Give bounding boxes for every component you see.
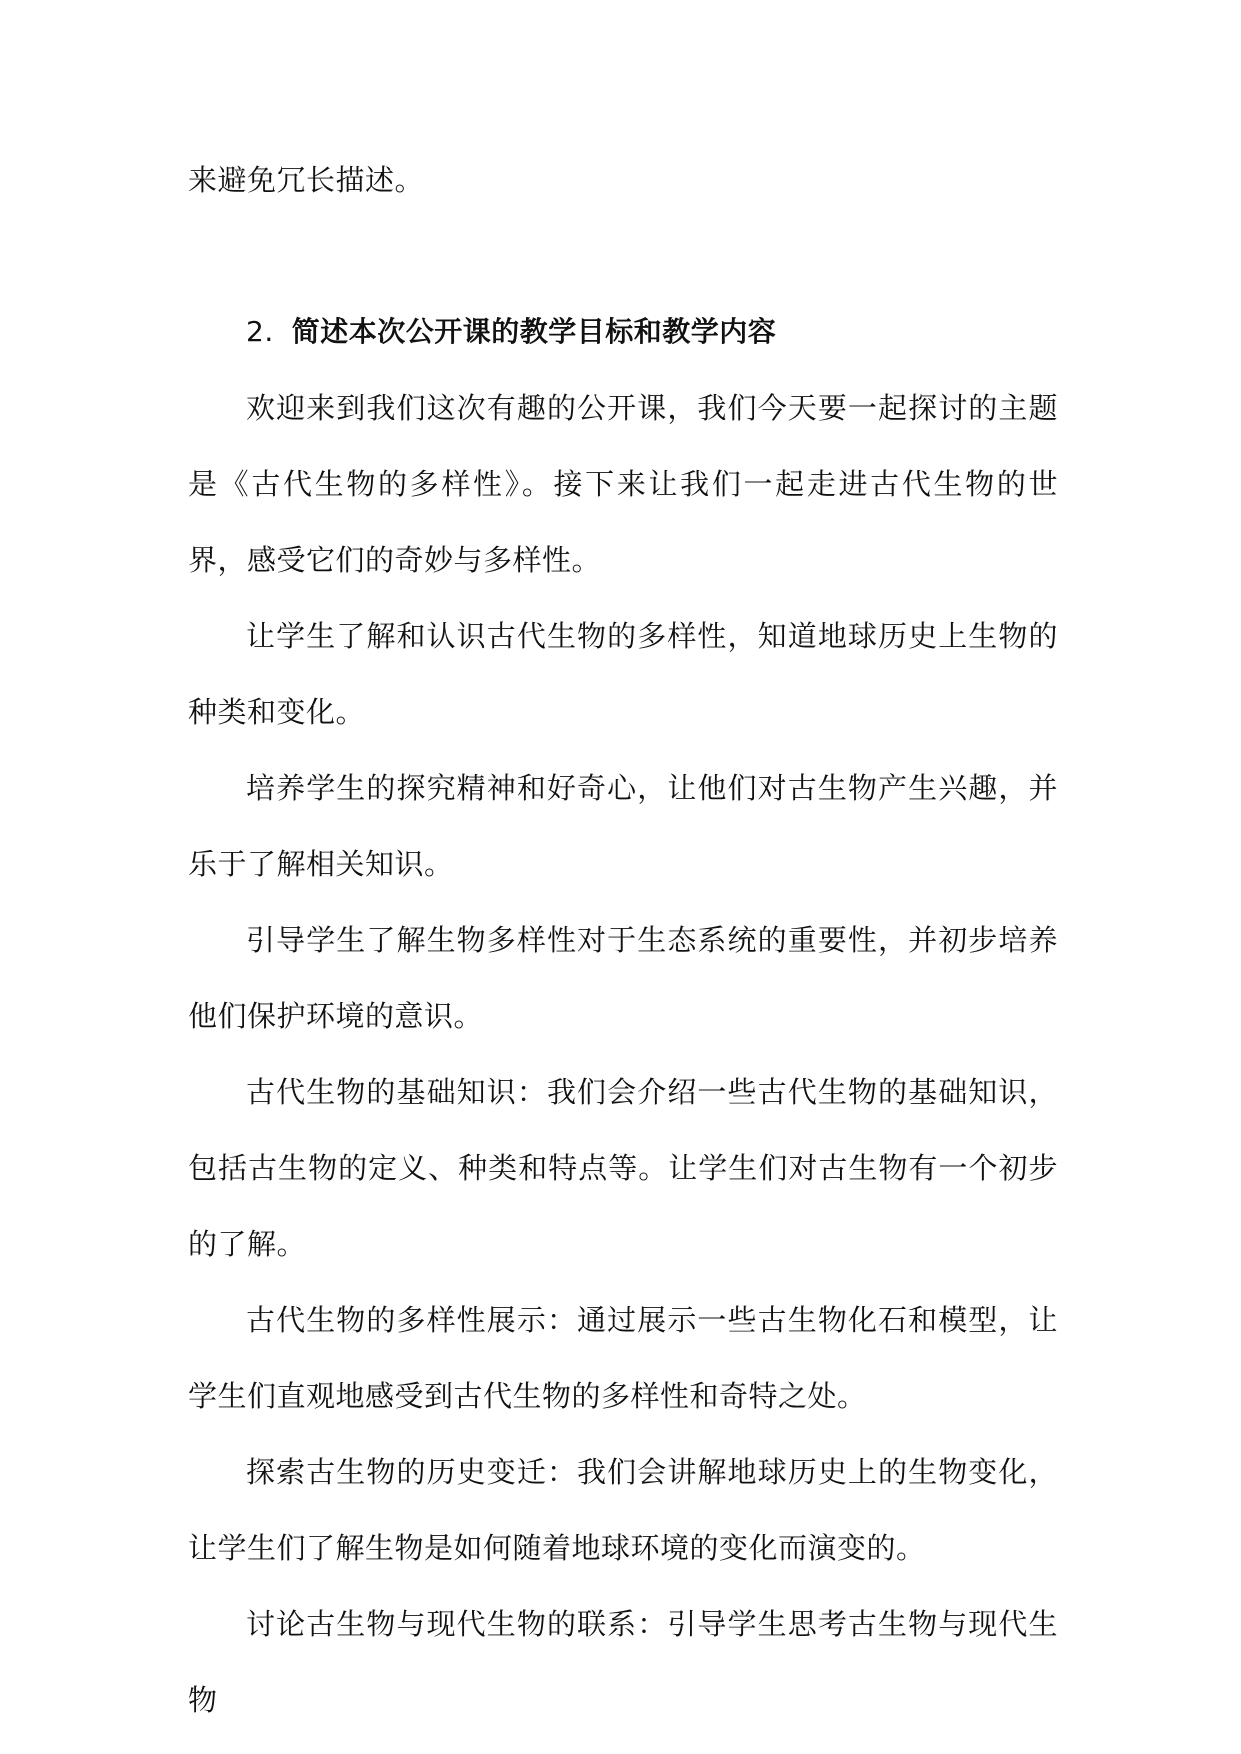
section-title: 简述本次公开课的教学目标和教学内容 — [291, 315, 777, 348]
paragraph: 讨论古生物与现代生物的联系：引导学生思考古生物与现代生物 — [188, 1607, 1058, 1717]
paragraph: 探索古生物的历史变迁：我们会讲解地球历史上的生物变化，让学生们了解生物是如何随着地球环境的变化而演变的。 — [188, 1455, 1058, 1565]
paragraph: 欢迎来到我们这次有趣的公开课，我们今天要一起探讨的主题是《古代生物的多样性》。接下来让我们一起走进古代生物的世界，感受它们的奇妙与多样性。 — [188, 391, 1058, 577]
paragraph: 培养学生的探究精神和好奇心，让他们对古生物产生兴趣，并乐于了解相关知识。 — [188, 771, 1058, 881]
paragraph: 古代生物的基础知识：我们会介绍一些古代生物的基础知识，包括古生物的定义、种类和特点等。让学生们对古生物有一个初步的了解。 — [188, 1075, 1058, 1261]
document-body — [188, 142, 1058, 1738]
paragraph: 引导学生了解生物多样性对于生态系统的重要性，并初步培养他们保护环境的意识。 — [188, 923, 1058, 1033]
section-number: 2. — [246, 315, 274, 348]
paragraph: 古代生物的多样性展示：通过展示一些古生物化石和模型，让学生们直观地感受到古代生物的多样性和奇特之处。 — [188, 1303, 1058, 1413]
continuation-text: 来避免冗长描述。 — [188, 163, 425, 197]
paragraph: 让学生了解和认识古代生物的多样性，知道地球历史上生物的种类和变化。 — [188, 619, 1058, 729]
section-heading — [188, 294, 1058, 370]
